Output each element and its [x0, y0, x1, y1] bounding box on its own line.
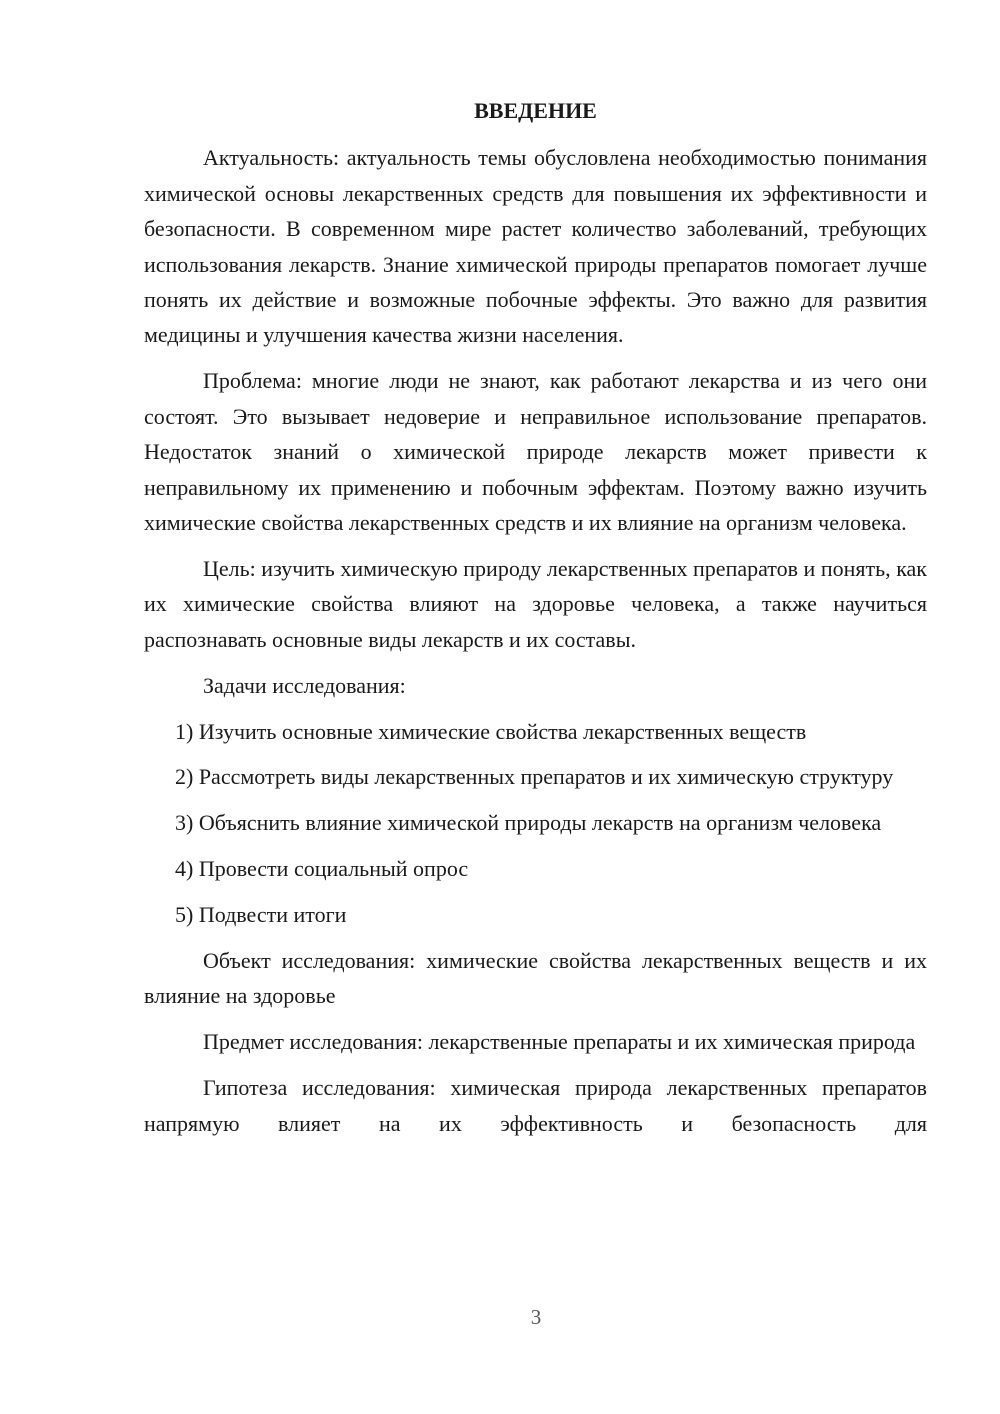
- task-item: 3) Объяснить влияние химической природы лекарств на организм человека: [175, 810, 882, 836]
- paragraph-subject: Предмет исследования: лекарственные препараты и их химическая природа: [203, 1029, 916, 1055]
- page-body: [144, 93, 927, 1152]
- page-number: 3: [530, 1305, 542, 1329]
- task-item: 2) Рассмотреть виды лекарственных препаратов и их химическую структуру: [175, 764, 894, 790]
- task-item: 4) Провести социальный опрос: [175, 856, 469, 882]
- task-item: 5) Подвести итоги: [175, 902, 347, 928]
- paragraph-problem: Проблема: многие люди не знают, как работают лекарства и из чего они состоят. Это вызывает недоверие и неправильное использование препаратов. Недостаток знаний о химической природе лекарств может привести к неправильному их применению и побочным эффектам. Поэтому важно изучить химические свойства лекарственных средств и их влияние на организм человека.: [144, 368, 927, 535]
- tasks-heading: Задачи исследования:: [203, 672, 406, 698]
- paragraph-relevance: Актуальность: актуальность темы обусловлена необходимостью понимания химической основы лекарственных средств для повышения их эффективности и безопасности. В современном мире растет количество заболеваний, требующих использования лекарств. Знание химической природы препаратов помогает лучше понять их действие и возможные побочные эффекты. Это важно для развития медицины и улучшения качества жизни населения.: [144, 145, 927, 348]
- task-item: 1) Изучить основные химические свойства лекарственных веществ: [175, 718, 807, 744]
- paragraph-hypothesis: Гипотеза исследования: химическая природа лекарственных препаратов напрямую влияет на их эффективность и безопасность для: [144, 1075, 927, 1136]
- page-title: ВВЕДЕНИЕ: [474, 98, 597, 123]
- paragraph-goal: Цель: изучить химическую природу лекарственных препаратов и понять, как их химические свойства влияют на здоровье человека, а также научиться распознавать основные виды лекарств и их составы.: [144, 555, 927, 652]
- paragraph-object: Объект исследования: химические свойства лекарственных веществ и их влияние на здоровье: [144, 948, 927, 1009]
